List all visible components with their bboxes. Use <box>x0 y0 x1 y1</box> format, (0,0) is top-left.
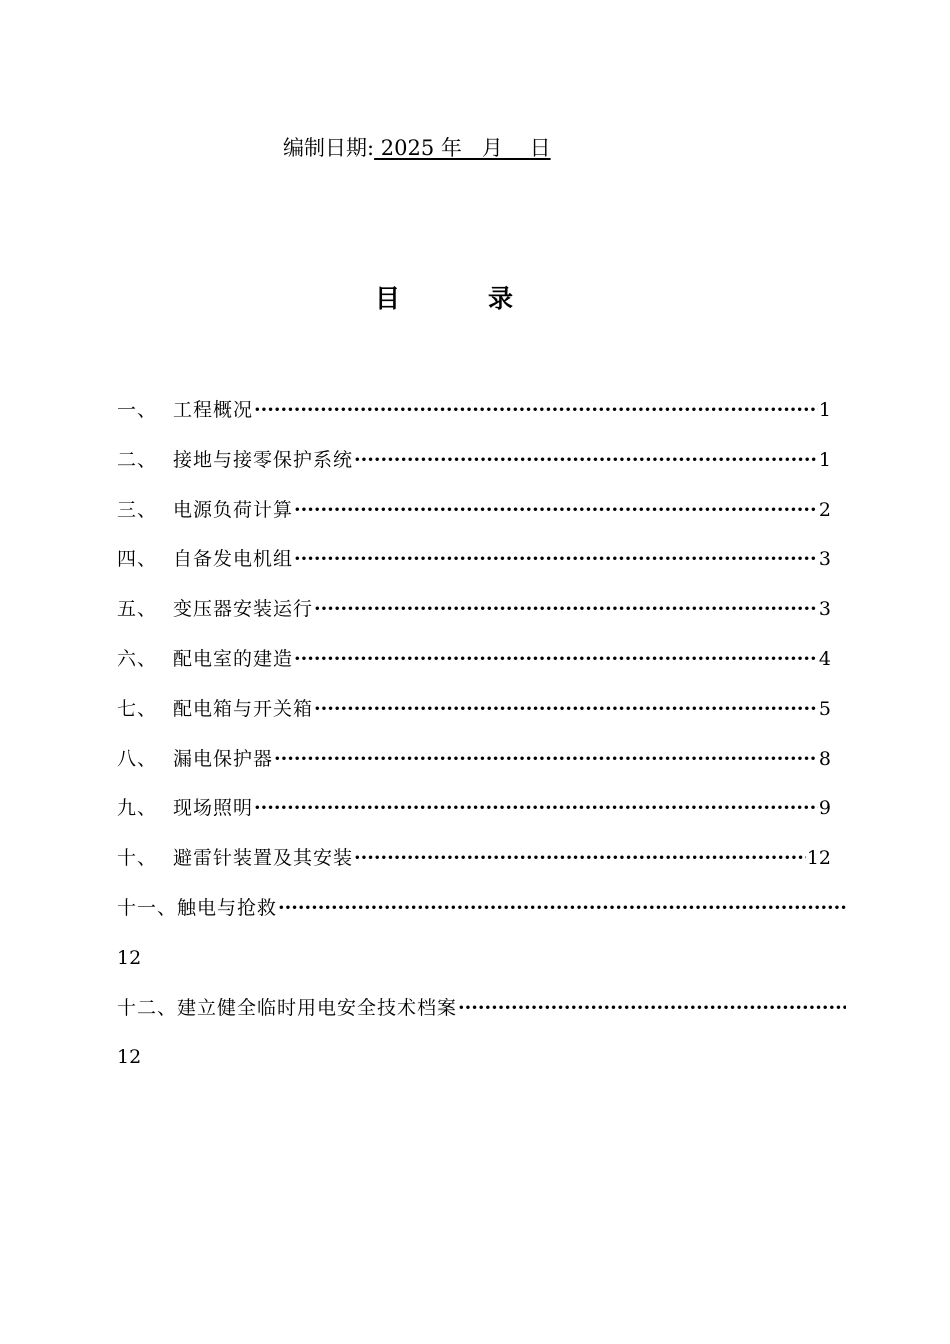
toc-entry-wrapped[interactable] <box>117 893 847 993</box>
toc-dot-leader <box>354 843 806 873</box>
toc-title-char-1: 目 <box>375 284 401 313</box>
toc-title-char-2: 录 <box>488 284 514 313</box>
toc-entry-wrapped[interactable] <box>117 993 847 1093</box>
toc-dot-leader <box>294 495 818 525</box>
toc-entry-number: 十、 <box>117 847 158 870</box>
toc-entry-title: 漏电保护器 <box>173 747 274 770</box>
toc-entry-title: 触电与抢救 <box>177 896 278 919</box>
toc-list <box>117 395 847 1092</box>
toc-entry-page: 9 <box>818 797 831 820</box>
toc-entry-number: 九、 <box>117 797 158 820</box>
toc-entry[interactable] <box>117 445 847 495</box>
toc-entry-page: 4 <box>818 647 831 670</box>
toc-entry <box>117 993 847 1043</box>
toc-entry[interactable] <box>117 395 847 445</box>
toc-entry-page: 2 <box>818 498 831 521</box>
toc-entry[interactable] <box>117 694 847 744</box>
compile-date-label: 编制日期: <box>283 136 375 160</box>
toc-entry-number: 二、 <box>117 448 158 471</box>
compile-date-line <box>283 133 551 163</box>
toc-entry-page: 5 <box>818 697 831 720</box>
toc-dot-leader <box>314 594 818 624</box>
toc-entry-page: 12 <box>806 847 831 870</box>
toc-entry[interactable] <box>117 644 847 694</box>
toc-entry-title: 配电室的建造 <box>173 647 294 670</box>
toc-entry-number: 七、 <box>117 697 158 720</box>
toc-dot-leader <box>354 445 818 475</box>
toc-entry[interactable] <box>117 793 847 843</box>
toc-entry[interactable] <box>117 744 847 794</box>
toc-entry <box>117 893 847 943</box>
toc-dot-leader <box>254 395 818 425</box>
toc-entry-page: 3 <box>818 598 831 621</box>
toc-entry-page: 12 <box>117 1046 142 1069</box>
toc-entry-title: 变压器安装运行 <box>173 598 314 621</box>
toc-entry-title: 自备发电机组 <box>173 548 294 571</box>
toc-entry-number: 四、 <box>117 548 158 571</box>
toc-entry[interactable] <box>117 544 847 594</box>
toc-dot-leader <box>278 893 846 923</box>
toc-entry-number: 十二、 <box>117 996 178 1019</box>
toc-dot-leader <box>254 793 818 823</box>
toc-entry-title: 避雷针装置及其安装 <box>173 847 354 870</box>
toc-dot-leader <box>458 993 846 1023</box>
toc-entry-title: 电源负荷计算 <box>173 498 294 521</box>
toc-entry[interactable] <box>117 495 847 545</box>
toc-entry-number: 三、 <box>117 498 158 521</box>
toc-entry-page: 3 <box>818 548 831 571</box>
toc-entry[interactable] <box>117 843 847 893</box>
toc-entry[interactable] <box>117 594 847 644</box>
toc-entry-page: 8 <box>818 747 831 770</box>
toc-entry-number: 五、 <box>117 598 158 621</box>
toc-dot-leader <box>274 744 818 774</box>
toc-dot-leader <box>294 544 818 574</box>
toc-entry-title: 接地与接零保护系统 <box>173 448 354 471</box>
toc-entry-number: 十一、 <box>117 896 178 919</box>
toc-entry-title: 现场照明 <box>173 797 254 820</box>
toc-entry-page: 12 <box>117 946 142 969</box>
toc-entry-number: 八、 <box>117 747 158 770</box>
toc-dot-leader <box>294 644 818 674</box>
toc-entry-page: 1 <box>818 399 831 421</box>
toc-entry-title: 工程概况 <box>173 399 254 421</box>
toc-entry-number: 一、 <box>117 399 158 421</box>
toc-entry-title: 配电箱与开关箱 <box>173 697 314 720</box>
toc-entry-title: 建立健全临时用电安全技术档案 <box>177 996 458 1019</box>
compile-date-value: 2025 年 月 日 <box>374 136 551 160</box>
toc-dot-leader <box>314 694 818 724</box>
toc-entry-number: 六、 <box>117 647 158 670</box>
toc-entry-page: 1 <box>818 448 831 471</box>
toc-title <box>0 282 950 318</box>
